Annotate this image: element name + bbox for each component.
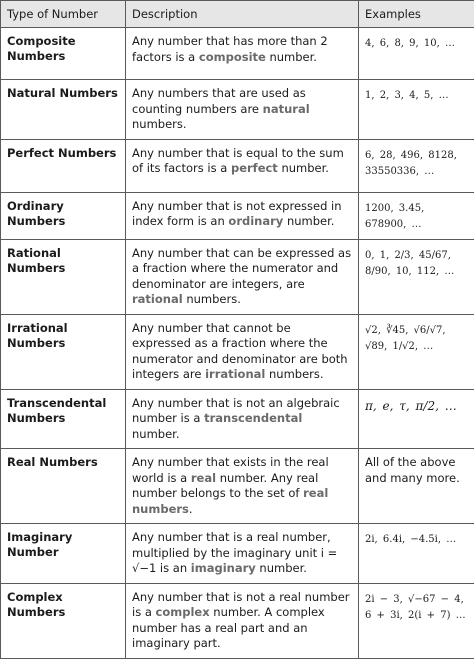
keyword: rational <box>132 292 183 306</box>
table-row <box>1 80 474 140</box>
table-row <box>1 314 474 389</box>
keyword: real numbers <box>132 486 328 516</box>
number-type: Real Numbers <box>1 449 126 524</box>
description: Any number that is not an algebraic number is a transcendental number. <box>126 389 359 449</box>
keyword: real <box>191 471 216 485</box>
description: Any number that is a real number, multiplied by the imaginary unit i = √−1 is an imaginary number. <box>126 524 359 584</box>
header-type: Type of Number <box>1 1 126 28</box>
table-row <box>1 239 474 314</box>
description: Any number that is not expressed in index form is an ordinary number. <box>126 192 359 239</box>
table-row <box>1 449 474 524</box>
description: Any number that is equal to the sum of its factors is a perfect number. <box>126 139 359 192</box>
description: Any number that is not a real number is a complex number. A complex number has a real part and an imaginary part. <box>126 583 359 658</box>
keyword: composite <box>199 50 266 64</box>
table-row <box>1 583 474 658</box>
table-row <box>1 28 474 80</box>
number-type: Natural Numbers <box>1 80 126 140</box>
description: Any number that has more than 2 factors is a composite number. <box>126 28 359 80</box>
number-type: Imaginary Number <box>1 524 126 584</box>
number-type: Irrational Numbers <box>1 314 126 389</box>
examples: 4, 6, 8, 9, 10, … <box>359 28 474 80</box>
examples: 1, 2, 3, 4, 5, … <box>359 80 474 140</box>
number-type: Rational Numbers <box>1 239 126 314</box>
examples: 2i − 3, √−67 − 4, 6 + 3i, 2(i + 7) … <box>359 583 474 658</box>
description: Any number that cannot be expressed as a fraction where the numerator and denominator are both integers are irrational numbers. <box>126 314 359 389</box>
examples: 6, 28, 496, 8128, 33550336, … <box>359 139 474 192</box>
number-type: Composite Numbers <box>1 28 126 80</box>
table-row <box>1 524 474 584</box>
number-type: Ordinary Numbers <box>1 192 126 239</box>
keyword: irrational <box>205 367 265 381</box>
examples: 1200, 3.45, 678900, … <box>359 192 474 239</box>
examples: 2i, 6.4i, −4.5i, … <box>359 524 474 584</box>
examples: π, e, τ, π/2, … <box>359 389 474 449</box>
description: Any number that can be expressed as a fraction where the numerator and denominator are integers, are rational numbers. <box>126 239 359 314</box>
description: Any numbers that are used as counting numbers are natural numbers. <box>126 80 359 140</box>
header-description: Description <box>126 1 359 28</box>
number-type: Complex Numbers <box>1 583 126 658</box>
header-examples: Examples <box>359 1 474 28</box>
table-row <box>1 389 474 449</box>
table-row <box>1 139 474 192</box>
examples: 0, 1, 2/3, 45/67, 8/90, 10, 112, … <box>359 239 474 314</box>
keyword: complex <box>156 605 210 619</box>
keyword: imaginary <box>191 561 256 575</box>
keyword: perfect <box>231 161 278 175</box>
examples: All of the above and many more. <box>359 449 474 524</box>
number-type: Perfect Numbers <box>1 139 126 192</box>
description: Any number that exists in the real world is a real number. Any real number belongs to the set of real numbers. <box>126 449 359 524</box>
keyword: natural <box>263 102 310 116</box>
header-row <box>1 1 474 28</box>
examples: √2, ∛45, √6/√7, √89, 1/√2, … <box>359 314 474 389</box>
table-row <box>1 192 474 239</box>
keyword: transcendental <box>204 411 302 425</box>
keyword: ordinary <box>228 214 283 228</box>
number-type: Transcendental Numbers <box>1 389 126 449</box>
